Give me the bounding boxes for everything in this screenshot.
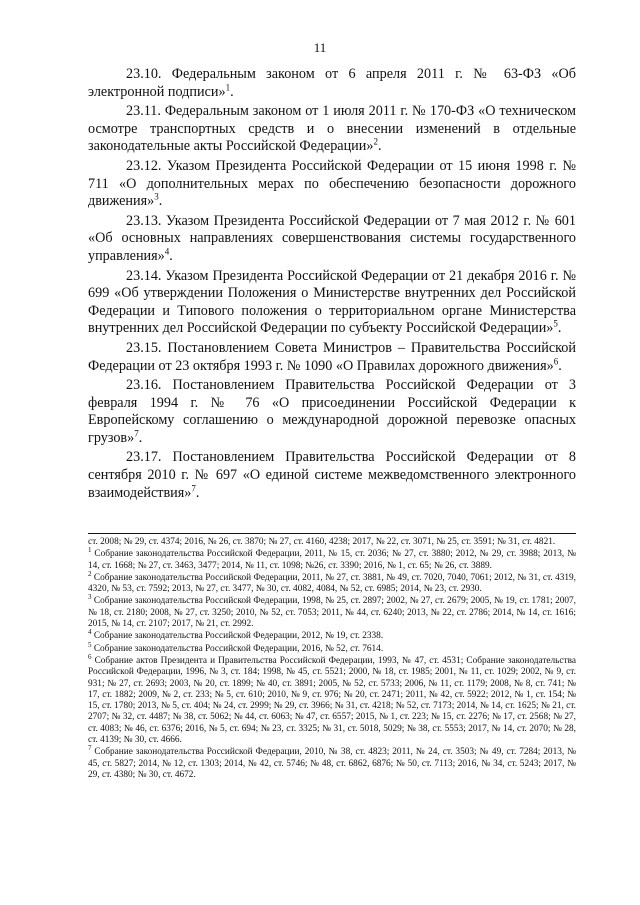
footnote-ref: 7 [191,482,196,493]
footnote: ст. 2008; № 29, ст. 4374; 2016, № 26, ст. 3870; № 27, ст. 4160, 4238; 2017, № 22, ст. 3071, № 25, ст. 3591; № 31, ст. 4821. [88,537,556,547]
footnote-ref: 2 [373,136,378,147]
paragraph: 23.10. Федеральным законом от 6 апреля 2011 г. № 63-ФЗ «Об электронной подписи»$^1$. [88,66,576,100]
footnotes [88,537,576,782]
footnote-ref: 7 [134,428,139,439]
paragraph: 23.17. Постановлением Правительства Российской Федерации от 8 сентября 2010 г. № 697 «О единой системе межведомственного электронного взаимодействия»$^7$. [88,449,576,501]
paragraph: 23.13. Указом Президента Российской Федерации от 7 мая 2012 г. № 601 «Об основных направлениях совершенствования системы государственного управления»$^4$. [88,212,576,264]
footnote-ref: 5 [553,318,558,329]
footnote: $^7$ Собрание законодательства Российской Федерации, 2010, № 38, ст. 4823; 2011, № 24, ст. 3503; № 49, ст. 7284; 2013, № 45, ст. 5827; 2014, № 12, ст. 1303; 2014, № 42, ст. 5746; № 48, ст. 6862, 6876; № 50, ст. 7113; 2016, № 34, ст. 5243; 2017, № 29, ст. 4380; № 30, ст. 4672. [88,744,576,780]
main-text [88,66,576,504]
footnote-ref: 4 [164,246,170,257]
footnote: $^1$ Собрание законодательства Российской Федерации, 2011, № 15, ст. 2036; № 27, ст. 3880; 2012, № 29, ст. 3988; 2013, № 14, ст. 1668; № 27, ст. 3463, 3477; 2014, № 11, ст. 1098; №26, ст. 3390; 2016, № 1, ст. 65; № 26, ст. 3889. [88,546,576,571]
paragraph: 23.14. Указом Президента Российской Федерации от 21 декабря 2016 г. № 699 «Об утверждении Положения о Министерстве внутренних дел Российской Федерации и Типового положения о территориальном органе Министерства внутренних дел Российской Федерации по субъекту Российской Федерации»$^5$. [88,267,576,337]
footnote: $^4$ Собрание законодательства Российской Федерации, 2012, № 19, ст. 2338. [88,628,384,642]
footnote: $^3$ Собрание законодательства Российской Федерации, 1998, № 25, ст. 2897; 2002, № 27, ст. 2679; 2005, № 19, ст. 1781; 2007, № 18, ст. 2180; 2008, № 27, ст. 3250; 2010, № 52, ст. 7053; 2011, № 44, ст. 6240; 2013, № 22, ст. 2786; 2014, № 14, ст. 1616; 2015, № 14, ст. 2107; 2017, № 21, ст. 2992. [88,593,577,630]
footnote: $^2$ Собрание законодательства Российской Федерации, 2011, № 27, ст. 3881, № 49, ст. 7020, 7040, 7061; 2012, № 31, ст. 4319, 4320, № 53, ст. 7592; 2013, № 27, ст. 3477, № 30, ст. 4082, 4084, № 52, ст. 6985; 2014, № 23, ст. 2930. [88,569,576,595]
footnote-ref: 3 [154,191,159,202]
paragraph: 23.15. Постановлением Совета Министров – Правительства Российской Федерации от 23 октября 1993 г. № 1090 «О Правилах дорожного движения»$^6$. [88,339,576,374]
page-number: 11 [313,40,327,55]
footnote-ref: 1 [225,81,231,92]
footnote-ref: 6 [553,355,559,366]
footnote: $^6$ Собрание актов Президента и Правительства Российской Федерации, 1993, № 47, ст. 4531; Собрание законодательства Российской Федерации, 1996, № 3, ст. 184; 1998, № 45, ст. 5521; 2000, № 18, ст. 1985; 2001, № 11, ст. 1029; 2002, № 9, ст. 931; № 27, ст. 2693; 2003, № 20, ст. 1899; № 40, ст. 3891; 2005, № 52, ст. 5733; 2006, № 11, ст. 1179; 2008, № 8, ст. 741; № 17, ст. 1882; 2009, № 2, ст. 233; № 5, ст. 610; 2010, № 9, ст. 976; № 20, ст. 2471; 2011, № 42, ст. 5922; 2012, № 1, ст. 154; № 15, ст. 1780; 2013, № 5, ст. 404; № 24, ст. 2999; № 29, ст. 3966; № 31, ст. 4218; № 52, ст. 7173; 2014, № 14, ст. 1625; № 21, ст. 2707; № 32, ст. 4487; № 38, ст. 5062; № 44, ст. 6063; № 47, ст. 6557; 2015, № 1, ст. 223; № 15, ст. 2276; № 17, ст. 2568; № 27, ст. 4083; № 46, ст. 6376; 2016, № 5, ст. 694; № 23, ст. 3325; № 31, ст. 5018, 5029; № 38, ст. 5553; 2017, № 14, ст. 2070; № 28, ст. 4139; № 30, ст. 4666. [88,652,576,746]
paragraph: 23.16. Постановлением Правительства Российской Федерации от 3 февраля 1994 г. № 76 «О присоединении Российской Федерации к Европейскому соглашению о международной дорожной перевозке опасных грузов»$^7$. [88,377,576,446]
paragraph: 23.12. Указом Президента Российской Федерации от 15 июня 1998 г. № 711 «О дополнительных мерах по обеспечению безопасности дорожного движения»$^3$. [88,157,576,210]
paragraph: 23.11. Федеральным законом от 1 июля 2011 г. № 170-ФЗ «О техническом осмотре транспортных средств и о внесении изменений в отдельные законодательные акты Российской Федерации»$^2$. [88,103,576,155]
footnote-separator [88,533,576,534]
footnote: $^5$ Собрание законодательства Российской Федерации, 2016, № 52, ст. 7614. [88,640,384,654]
